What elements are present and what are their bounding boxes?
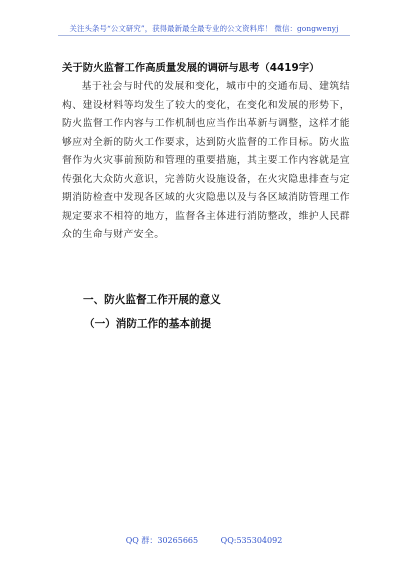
intro-paragraph: 基于社会与时代的发展和变化，城市中的交通布局、建筑结构、建设材料等均发生了较大的变化，在变化和发展的形势下，防火监督工作内容与工作机制也应当作出革新与调整，这样才能够应对全新的防火工作要求，达到防火监督的工作目标。防火监督作为火灾事前预防和管理的重要措施，其主要工作内容就是宣传强化大众防火意识，完善防火设施设备，在火灾隐患排查与定期消防检查中发现各区域的火灾隐患以及与各区域消防管理工作规定要求不相符的地方，监督各主体进行消防整改，维护人民群众的生命与财产安全。 <box>62 81 350 240</box>
footer-qq: QQ:535304092 <box>220 536 283 545</box>
subsection-heading-1: （一）消防工作的基本前提 <box>84 318 212 330</box>
header-divider <box>58 35 350 36</box>
document-title: 关于防火监督工作高质量发展的调研与思考（4419字） <box>62 62 320 74</box>
section-heading-1: 一、防火监督工作开展的意义 <box>83 294 221 306</box>
footer-qq-group: QQ 群：30265665 <box>125 536 199 545</box>
footer-contact <box>0 535 408 546</box>
header-promo-text: 关注头条号“公文研究”，获得最新最全最专业的公文资料库！ 微信：gongwenyj <box>69 24 339 33</box>
